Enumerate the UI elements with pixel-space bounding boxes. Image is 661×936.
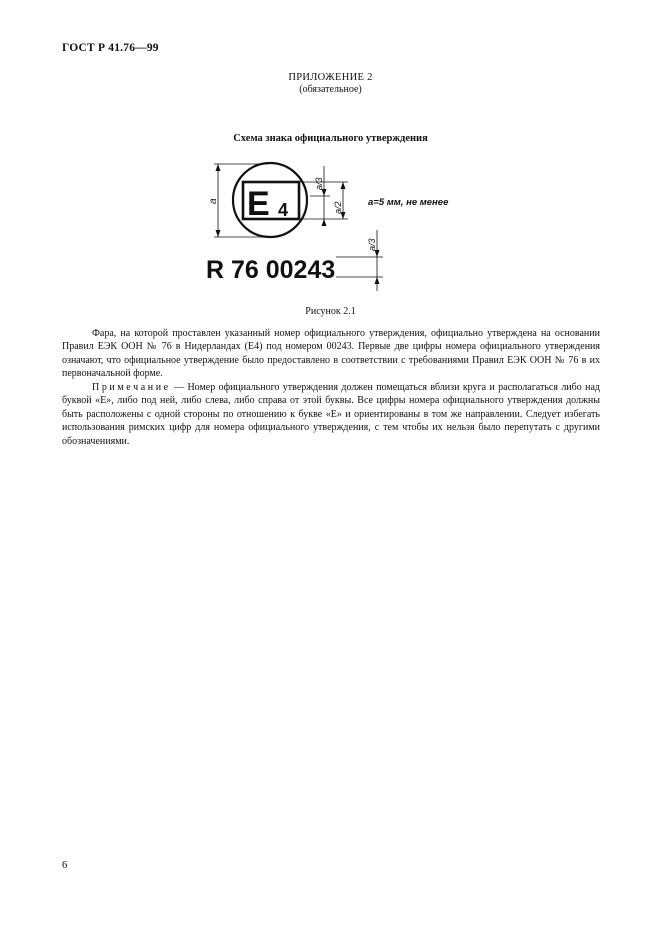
country-number: 4	[278, 200, 289, 220]
figure-caption: Рисунок 2.1	[305, 306, 356, 317]
standard-code-header: ГОСТ Р 41.76—99	[62, 42, 159, 54]
arrow-down-icon	[216, 230, 221, 237]
note-label: Примечание	[92, 382, 171, 393]
arrow-up-icon	[375, 277, 380, 284]
note-text: — Номер официального утверждения должен помещаться вблизи круга и располагаться либо над буквой «E», либо под ней, либо слева, либо справа от этой буквы. Все цифры номера официального утверждения должны быть расположены с одной стороны по отношению к букве «E» и ориентированы в том же направлении. Следует избегать использования римских цифр для номера официального утверждения, с тем чтобы их нельзя было перепутать с другими обозначениями.	[62, 382, 600, 447]
approval-number: R 76 00243	[206, 256, 336, 284]
dim-a3-bottom-label: a/3	[367, 238, 377, 251]
arrow-up-icon	[341, 182, 346, 189]
annex-subtitle: (обязательное)	[299, 84, 362, 95]
note-paragraph	[62, 381, 600, 448]
approval-mark-figure	[0, 150, 661, 300]
dim-note: a=5 мм, не менее	[368, 197, 449, 208]
dim-a-label: a	[208, 198, 219, 204]
e-letter: E	[247, 185, 270, 223]
scheme-title: Схема знака официального утверждения	[233, 133, 428, 144]
paragraph-approval-explanation: Фара, на которой проставлен указанный номер официального утверждения, официально утверждена на основании Правил ЕЭК ООН № 76 в Нидерландах (E4) под номером 00243. Первые две цифры номера официального утверждения означают, что официальное утверждение было предоставлено в соответствии с требованиями Правил ЕЭК ООН № 76 в их первоначальной форме.	[62, 328, 600, 380]
annex-title: ПРИЛОЖЕНИЕ 2	[288, 72, 373, 83]
arrow-up-icon	[216, 164, 221, 171]
page-number: 6	[62, 860, 68, 871]
arrow-up-icon	[322, 219, 327, 226]
dim-a2-label: a/2	[333, 201, 343, 214]
dim-a3-top-label: a/3	[314, 177, 324, 190]
